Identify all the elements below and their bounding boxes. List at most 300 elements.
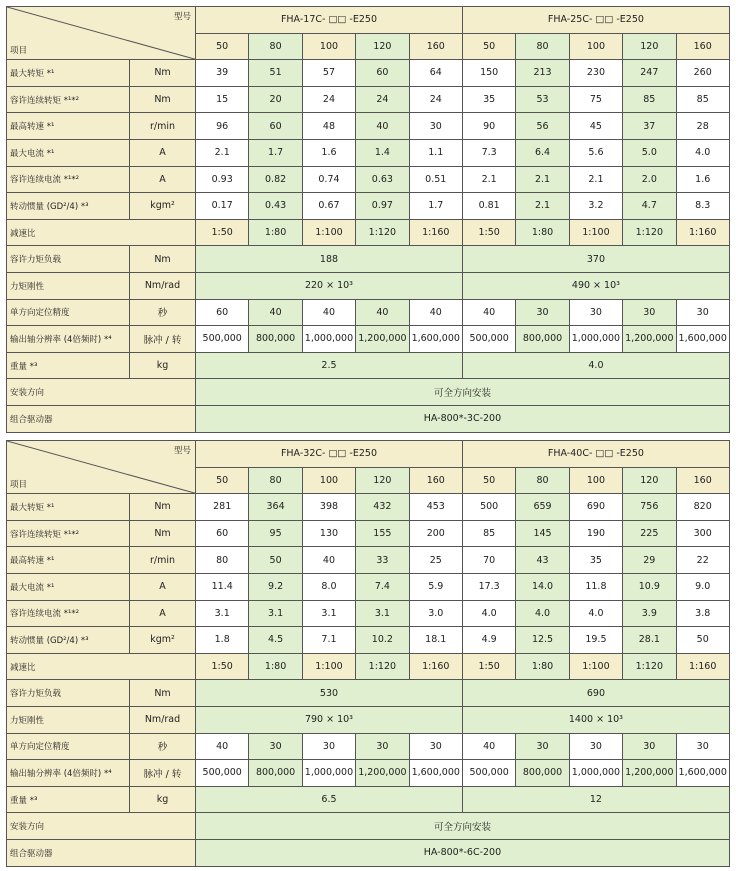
row-unit: Nm [130, 494, 196, 521]
cell-value: 2.1 [516, 166, 569, 193]
cell-value: 57 [302, 60, 355, 87]
cell-value: 30 [302, 733, 355, 760]
cell-value: 2.0 [623, 166, 676, 193]
ratio-header: 50 [462, 33, 515, 60]
cell-value: 500 [462, 494, 515, 521]
cell-value: 15 [196, 86, 249, 113]
cell-value: 40 [302, 299, 355, 326]
row-label: 最大电流 *¹ [7, 139, 130, 166]
reduction-row [7, 653, 730, 680]
cell-value: 2.1 [516, 193, 569, 220]
merged-value: HA-800*-3C-200 [196, 405, 730, 432]
diagonal-divider [7, 7, 195, 59]
cell-value: 4.0 [676, 139, 729, 166]
cell-value: 30 [409, 113, 462, 140]
ratio-header: 80 [516, 33, 569, 60]
cell-value: 281 [196, 494, 249, 521]
row-label: 力矩刚性 [7, 272, 130, 299]
cell-value: 14.0 [516, 573, 569, 600]
cell-value: 30 [516, 299, 569, 326]
cell-value: 7.1 [302, 627, 355, 654]
cell-value: 75 [569, 86, 622, 113]
cell-value: 260 [676, 60, 729, 87]
cell-value: 22 [676, 547, 729, 574]
ratio-header: 100 [302, 467, 355, 494]
spec-row [7, 193, 730, 220]
row-unit: 脉冲 / 转 [130, 760, 196, 787]
cell-value: 56 [516, 113, 569, 140]
reduction-value: 1:50 [196, 219, 249, 246]
cell-value: 1.7 [409, 193, 462, 220]
cell-value: 1,600,000 [676, 326, 729, 353]
cell-value: 1,200,000 [623, 326, 676, 353]
resolution-row [7, 326, 730, 353]
cell-value: 30 [623, 299, 676, 326]
row-label: 最高转速 *¹ [7, 547, 130, 574]
cell-value: 453 [409, 494, 462, 521]
cell-value: 1,200,000 [356, 760, 409, 787]
row-label: 转动惯量 (GD²/4) *³ [7, 193, 130, 220]
cell-value: 51 [249, 60, 302, 87]
reduction-value: 1:50 [462, 219, 515, 246]
cell-value: 1,000,000 [302, 326, 355, 353]
cell-value: 1,200,000 [356, 326, 409, 353]
cell-value: 155 [356, 520, 409, 547]
row-label: 减速比 [7, 653, 196, 680]
cell-value: 70 [462, 547, 515, 574]
cell-value: 500,000 [196, 760, 249, 787]
spec-row [7, 113, 730, 140]
ratio-header: 50 [462, 467, 515, 494]
row-label: 安装方向 [7, 813, 196, 840]
model-title: FHA-32C- □□ -E250 [196, 441, 463, 468]
cell-value: 800,000 [249, 760, 302, 787]
cell-value: 4.5 [249, 627, 302, 654]
row-unit: 秒 [130, 733, 196, 760]
merged-value: 690 [462, 680, 729, 707]
cell-value: 0.43 [249, 193, 302, 220]
row-label: 单方向定位精度 [7, 733, 130, 760]
cell-value: 48 [302, 113, 355, 140]
row-label: 组合驱动器 [7, 839, 196, 866]
row-label: 重量 *³ [7, 352, 130, 379]
ratio-header: 50 [196, 467, 249, 494]
cell-value: 30 [623, 733, 676, 760]
cell-value: 28.1 [623, 627, 676, 654]
cell-value: 60 [356, 60, 409, 87]
ratio-header: 160 [409, 467, 462, 494]
corner-item-label: 项目 [10, 480, 28, 491]
reduction-value: 1:120 [623, 219, 676, 246]
moment-stiffness-row [7, 706, 730, 733]
cell-value: 3.2 [569, 193, 622, 220]
moment-stiffness-row [7, 272, 730, 299]
cell-value: 1,600,000 [676, 760, 729, 787]
cell-value: 145 [516, 520, 569, 547]
ratio-header: 160 [676, 33, 729, 60]
cell-value: 820 [676, 494, 729, 521]
row-label: 容许连续电流 *¹*² [7, 166, 130, 193]
cell-value: 1.4 [356, 139, 409, 166]
row-label: 转动惯量 (GD²/4) *³ [7, 627, 130, 654]
row-label: 容许力矩负载 [7, 680, 130, 707]
ratio-header: 160 [409, 33, 462, 60]
cell-value: 4.0 [462, 600, 515, 627]
cell-value: 4.0 [569, 600, 622, 627]
cell-value: 4.9 [462, 627, 515, 654]
row-unit: kg [130, 352, 196, 379]
weight-row [7, 352, 730, 379]
cell-value: 0.81 [462, 193, 515, 220]
cell-value: 190 [569, 520, 622, 547]
merged-value: 可全方向安装 [196, 379, 730, 406]
cell-value: 9.0 [676, 573, 729, 600]
spec-row [7, 166, 730, 193]
cell-value: 17.3 [462, 573, 515, 600]
cell-value: 1.8 [196, 627, 249, 654]
header-row-models [7, 7, 730, 34]
row-unit: Nm [130, 680, 196, 707]
cell-value: 0.51 [409, 166, 462, 193]
cell-value: 95 [249, 520, 302, 547]
cell-value: 19.5 [569, 627, 622, 654]
ratio-header: 100 [569, 33, 622, 60]
reduction-value: 1:80 [249, 653, 302, 680]
reduction-value: 1:160 [409, 653, 462, 680]
spec-row [7, 494, 730, 521]
ratio-header: 160 [676, 467, 729, 494]
row-unit: A [130, 573, 196, 600]
row-label: 最大转矩 *¹ [7, 60, 130, 87]
cell-value: 1,000,000 [569, 326, 622, 353]
spec-row [7, 547, 730, 574]
cell-value: 40 [462, 299, 515, 326]
reduction-value: 1:80 [516, 219, 569, 246]
cell-value: 1.6 [302, 139, 355, 166]
cell-value: 7.3 [462, 139, 515, 166]
driver-row [7, 839, 730, 866]
weight-row [7, 786, 730, 813]
merged-value: 4.0 [462, 352, 729, 379]
cell-value: 1.6 [676, 166, 729, 193]
cell-value: 85 [462, 520, 515, 547]
cell-value: 200 [409, 520, 462, 547]
cell-value: 90 [462, 113, 515, 140]
cell-value: 800,000 [516, 760, 569, 787]
spec-row [7, 139, 730, 166]
cell-value: 247 [623, 60, 676, 87]
cell-value: 2.1 [196, 139, 249, 166]
cell-value: 29 [623, 547, 676, 574]
mounting-row [7, 379, 730, 406]
row-unit: Nm [130, 60, 196, 87]
cell-value: 30 [676, 299, 729, 326]
row-unit: Nm/rad [130, 706, 196, 733]
moment-load-row [7, 680, 730, 707]
corner-model-label: 型号 [173, 446, 191, 456]
cell-value: 213 [516, 60, 569, 87]
resolution-row [7, 760, 730, 787]
cell-value: 5.6 [569, 139, 622, 166]
cell-value: 24 [302, 86, 355, 113]
cell-value: 80 [196, 547, 249, 574]
row-label: 输出轴分辨率 (4倍频时) *⁴ [7, 326, 130, 353]
cell-value: 432 [356, 494, 409, 521]
cell-value: 5.9 [409, 573, 462, 600]
cell-value: 1.7 [249, 139, 302, 166]
ratio-header: 120 [623, 467, 676, 494]
row-label: 容许连续转矩 *¹*² [7, 520, 130, 547]
cell-value: 30 [569, 299, 622, 326]
merged-value: 12 [462, 786, 729, 813]
model-title: FHA-40C- □□ -E250 [462, 441, 729, 468]
spec-row [7, 627, 730, 654]
cell-value: 3.9 [623, 600, 676, 627]
cell-value: 8.0 [302, 573, 355, 600]
cell-value: 85 [676, 86, 729, 113]
cell-value: 40 [196, 733, 249, 760]
ratio-header: 50 [196, 33, 249, 60]
row-label: 容许连续转矩 *¹*² [7, 86, 130, 113]
cell-value: 85 [623, 86, 676, 113]
reduction-value: 1:50 [462, 653, 515, 680]
cell-value: 3.1 [356, 600, 409, 627]
row-unit: kgm² [130, 193, 196, 220]
row-label: 最大转矩 *¹ [7, 494, 130, 521]
row-label: 单方向定位精度 [7, 299, 130, 326]
cell-value: 8.3 [676, 193, 729, 220]
row-label: 组合驱动器 [7, 405, 196, 432]
ratio-header: 80 [516, 467, 569, 494]
row-label: 安装方向 [7, 379, 196, 406]
cell-value: 659 [516, 494, 569, 521]
cell-value: 3.1 [249, 600, 302, 627]
cell-value: 30 [356, 733, 409, 760]
cell-value: 6.4 [516, 139, 569, 166]
spec-table-2 [6, 440, 730, 867]
cell-value: 30 [249, 733, 302, 760]
ratio-header: 120 [356, 33, 409, 60]
cell-value: 10.9 [623, 573, 676, 600]
row-label: 输出轴分辨率 (4倍频时) *⁴ [7, 760, 130, 787]
cell-value: 690 [569, 494, 622, 521]
spec-row [7, 600, 730, 627]
cell-value: 64 [409, 60, 462, 87]
merged-value: 1400 × 10³ [462, 706, 729, 733]
cell-value: 0.74 [302, 166, 355, 193]
row-label: 最高转速 *¹ [7, 113, 130, 140]
merged-value: 790 × 10³ [196, 706, 463, 733]
cell-value: 35 [462, 86, 515, 113]
cell-value: 130 [302, 520, 355, 547]
cell-value: 37 [623, 113, 676, 140]
reduction-value: 1:120 [356, 219, 409, 246]
cell-value: 800,000 [249, 326, 302, 353]
cell-value: 5.0 [623, 139, 676, 166]
ratio-header: 80 [249, 467, 302, 494]
corner-model-label: 型号 [173, 12, 191, 22]
cell-value: 0.97 [356, 193, 409, 220]
cell-value: 45 [569, 113, 622, 140]
cell-value: 50 [676, 627, 729, 654]
cell-value: 60 [196, 520, 249, 547]
spec-row [7, 60, 730, 87]
cell-value: 800,000 [516, 326, 569, 353]
corner-item-label: 项目 [10, 46, 28, 57]
cell-value: 40 [356, 113, 409, 140]
row-unit: A [130, 139, 196, 166]
row-unit: r/min [130, 547, 196, 574]
reduction-value: 1:80 [249, 219, 302, 246]
ratio-header: 120 [356, 467, 409, 494]
row-unit: Nm/rad [130, 272, 196, 299]
row-label: 容许力矩负载 [7, 246, 130, 273]
reduction-value: 1:80 [516, 653, 569, 680]
moment-load-row [7, 246, 730, 273]
cell-value: 40 [462, 733, 515, 760]
cell-value: 53 [516, 86, 569, 113]
row-unit: 脉冲 / 转 [130, 326, 196, 353]
reduction-row [7, 219, 730, 246]
mounting-row [7, 813, 730, 840]
reduction-value: 1:120 [623, 653, 676, 680]
ratio-header: 120 [623, 33, 676, 60]
model-title: FHA-17C- □□ -E250 [196, 7, 463, 34]
row-unit: 秒 [130, 299, 196, 326]
row-label: 减速比 [7, 219, 196, 246]
cell-value: 756 [623, 494, 676, 521]
ratio-header: 100 [569, 467, 622, 494]
diagonal-divider [7, 441, 195, 493]
cell-value: 30 [569, 733, 622, 760]
row-unit: kg [130, 786, 196, 813]
cell-value: 33 [356, 547, 409, 574]
cell-value: 1,000,000 [569, 760, 622, 787]
row-unit: A [130, 600, 196, 627]
reduction-value: 1:100 [569, 653, 622, 680]
cell-value: 1,000,000 [302, 760, 355, 787]
cell-value: 1,600,000 [409, 326, 462, 353]
reduction-value: 1:100 [302, 653, 355, 680]
cell-value: 40 [302, 547, 355, 574]
cell-value: 500,000 [462, 326, 515, 353]
ratio-header: 80 [249, 33, 302, 60]
merged-value: 220 × 10³ [196, 272, 463, 299]
merged-value: 188 [196, 246, 463, 273]
merged-value: 370 [462, 246, 729, 273]
cell-value: 230 [569, 60, 622, 87]
spec-table-1 [6, 6, 730, 433]
cell-value: 12.5 [516, 627, 569, 654]
merged-value: HA-800*-6C-200 [196, 839, 730, 866]
cell-value: 225 [623, 520, 676, 547]
cell-value: 11.4 [196, 573, 249, 600]
cell-value: 500,000 [196, 326, 249, 353]
row-unit: Nm [130, 86, 196, 113]
reduction-value: 1:160 [676, 219, 729, 246]
cell-value: 24 [409, 86, 462, 113]
row-unit: Nm [130, 246, 196, 273]
row-label: 力矩刚性 [7, 706, 130, 733]
cell-value: 28 [676, 113, 729, 140]
cell-value: 0.82 [249, 166, 302, 193]
positioning-row [7, 733, 730, 760]
row-unit: Nm [130, 520, 196, 547]
corner-header [7, 7, 196, 60]
cell-value: 18.1 [409, 627, 462, 654]
cell-value: 96 [196, 113, 249, 140]
spec-row [7, 573, 730, 600]
cell-value: 3.1 [302, 600, 355, 627]
cell-value: 2.1 [569, 166, 622, 193]
cell-value: 40 [249, 299, 302, 326]
cell-value: 25 [409, 547, 462, 574]
cell-value: 10.2 [356, 627, 409, 654]
row-label: 最大电流 *¹ [7, 573, 130, 600]
spec-row [7, 520, 730, 547]
cell-value: 40 [356, 299, 409, 326]
cell-value: 300 [676, 520, 729, 547]
cell-value: 3.8 [676, 600, 729, 627]
cell-value: 11.8 [569, 573, 622, 600]
cell-value: 30 [409, 733, 462, 760]
corner-header [7, 441, 196, 494]
cell-value: 3.1 [196, 600, 249, 627]
reduction-value: 1:100 [302, 219, 355, 246]
cell-value: 4.0 [516, 600, 569, 627]
cell-value: 60 [249, 113, 302, 140]
cell-value: 0.17 [196, 193, 249, 220]
cell-value: 9.2 [249, 573, 302, 600]
row-unit: kgm² [130, 627, 196, 654]
cell-value: 7.4 [356, 573, 409, 600]
merged-value: 2.5 [196, 352, 463, 379]
cell-value: 40 [409, 299, 462, 326]
merged-value: 490 × 10³ [462, 272, 729, 299]
cell-value: 398 [302, 494, 355, 521]
cell-value: 3.0 [409, 600, 462, 627]
reduction-value: 1:100 [569, 219, 622, 246]
cell-value: 60 [196, 299, 249, 326]
cell-value: 30 [516, 733, 569, 760]
cell-value: 0.63 [356, 166, 409, 193]
driver-row [7, 405, 730, 432]
cell-value: 0.67 [302, 193, 355, 220]
reduction-value: 1:160 [676, 653, 729, 680]
merged-value: 6.5 [196, 786, 463, 813]
cell-value: 150 [462, 60, 515, 87]
cell-value: 1.1 [409, 139, 462, 166]
reduction-value: 1:50 [196, 653, 249, 680]
cell-value: 43 [516, 547, 569, 574]
positioning-row [7, 299, 730, 326]
merged-value: 530 [196, 680, 463, 707]
model-title: FHA-25C- □□ -E250 [462, 7, 729, 34]
cell-value: 20 [249, 86, 302, 113]
cell-value: 50 [249, 547, 302, 574]
cell-value: 0.93 [196, 166, 249, 193]
cell-value: 35 [569, 547, 622, 574]
cell-value: 4.7 [623, 193, 676, 220]
merged-value: 可全方向安装 [196, 813, 730, 840]
cell-value: 500,000 [462, 760, 515, 787]
cell-value: 364 [249, 494, 302, 521]
cell-value: 30 [676, 733, 729, 760]
spec-row [7, 86, 730, 113]
cell-value: 1,200,000 [623, 760, 676, 787]
ratio-header: 100 [302, 33, 355, 60]
row-label: 容许连续电流 *¹*² [7, 600, 130, 627]
